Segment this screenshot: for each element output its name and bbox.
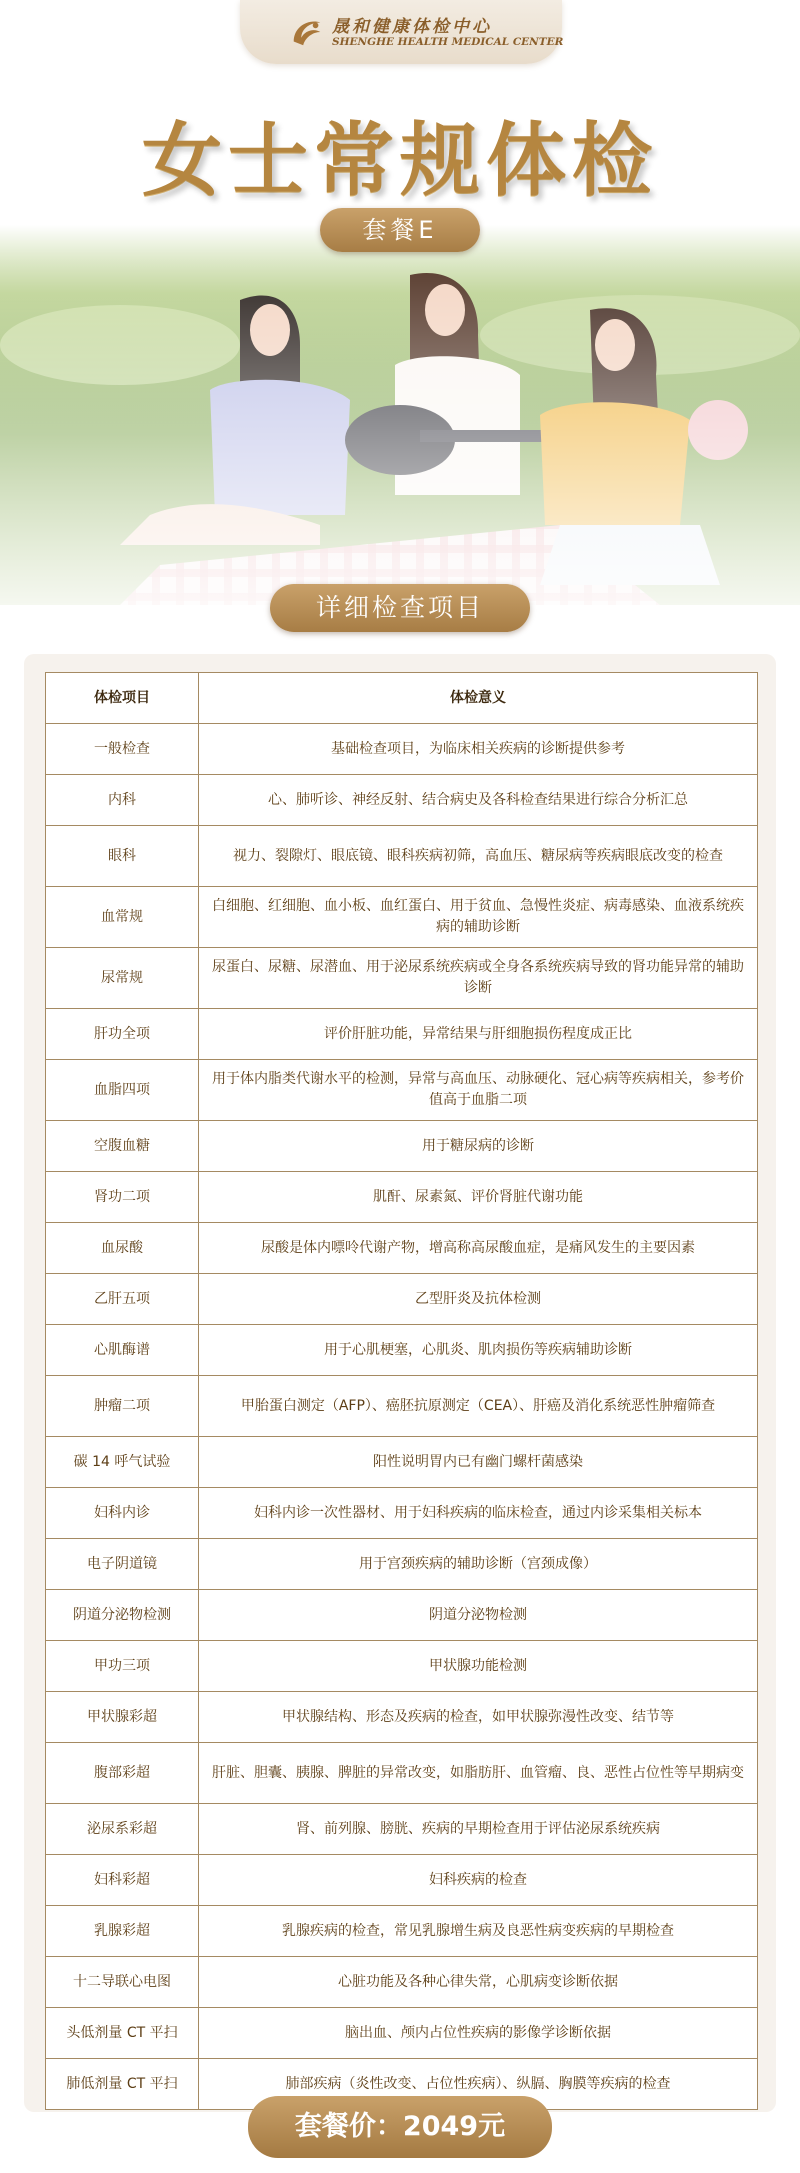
table-header-row <box>46 673 758 724</box>
table-row <box>46 724 758 775</box>
item-name: 头低剂量 CT 平扫 <box>46 2008 199 2059</box>
table-row <box>46 1641 758 1692</box>
item-desc: 心脏功能及各种心律失常，心肌病变诊断依据 <box>199 1957 758 2008</box>
item-desc: 甲状腺功能检测 <box>199 1641 758 1692</box>
item-desc: 评价肝脏功能，异常结果与肝细胞损伤程度成正比 <box>199 1009 758 1060</box>
item-name: 妇科彩超 <box>46 1855 199 1906</box>
table-row <box>46 826 758 887</box>
table-row <box>46 2008 758 2059</box>
item-name: 空腹血糖 <box>46 1121 199 1172</box>
item-desc: 肝脏、胆囊、胰腺、脾脏的异常改变，如脂肪肝、血管瘤、良、恶性占位性等早期病变 <box>199 1743 758 1804</box>
table-row <box>46 1437 758 1488</box>
table-row <box>46 1172 758 1223</box>
item-desc: 用于糖尿病的诊断 <box>199 1121 758 1172</box>
item-name: 眼科 <box>46 826 199 887</box>
item-name: 肝功全项 <box>46 1009 199 1060</box>
page-title: 女士常规体检 <box>142 113 658 207</box>
table-row <box>46 1060 758 1121</box>
table-row <box>46 1376 758 1437</box>
table-row <box>46 1743 758 1804</box>
item-desc: 用于宫颈疾病的辅助诊断（宫颈成像） <box>199 1539 758 1590</box>
table-row <box>46 1488 758 1539</box>
table-row <box>46 1121 758 1172</box>
sheng-logo-icon <box>288 13 326 51</box>
header-meaning: 体检意义 <box>199 673 758 724</box>
item-desc: 尿酸是体内嘌呤代谢产物，增高称高尿酸血症，是痛风发生的主要因素 <box>199 1223 758 1274</box>
item-name: 尿常规 <box>46 948 199 1009</box>
item-name: 乳腺彩超 <box>46 1906 199 1957</box>
item-desc: 基础检查项目，为临床相关疾病的诊断提供参考 <box>199 724 758 775</box>
item-name: 血常规 <box>46 887 199 948</box>
item-name: 甲状腺彩超 <box>46 1692 199 1743</box>
item-desc: 肌酐、尿素氮、评价肾脏代谢功能 <box>199 1172 758 1223</box>
price-badge: 套餐价：2049元 <box>248 2096 552 2158</box>
item-name: 内科 <box>46 775 199 826</box>
logo-header <box>240 0 562 64</box>
table-row <box>46 1906 758 1957</box>
table-row <box>46 1692 758 1743</box>
item-desc: 用于体内脂类代谢水平的检测，异常与高血压、动脉硬化、冠心病等疾病相关，参考价值高于血脂二项 <box>199 1060 758 1121</box>
item-desc: 妇科疾病的检查 <box>199 1855 758 1906</box>
item-desc: 乳腺疾病的检查，常见乳腺增生病及良恶性病变疾病的早期检查 <box>199 1906 758 1957</box>
table-row <box>46 1009 758 1060</box>
item-desc: 脑出血、颅内占位性疾病的影像学诊断依据 <box>199 2008 758 2059</box>
header-item: 体检项目 <box>46 673 199 724</box>
table-row <box>46 948 758 1009</box>
table-row <box>46 1804 758 1855</box>
item-name: 肾功二项 <box>46 1172 199 1223</box>
item-name: 血脂四项 <box>46 1060 199 1121</box>
item-desc: 尿蛋白、尿糖、尿潜血、用于泌尿系统疾病或全身各系统疾病导致的肾功能异常的辅助诊断 <box>199 948 758 1009</box>
exam-items-table <box>45 672 758 2110</box>
table-row <box>46 1325 758 1376</box>
logo-name-cn: 晟和健康体检中心 <box>332 17 492 37</box>
item-desc: 用于心肌梗塞，心肌炎、肌肉损伤等疾病辅助诊断 <box>199 1325 758 1376</box>
item-name: 碳 14 呼气试验 <box>46 1437 199 1488</box>
item-name: 心肌酶谱 <box>46 1325 199 1376</box>
table-row <box>46 1274 758 1325</box>
item-name: 泌尿系彩超 <box>46 1804 199 1855</box>
item-desc: 肺部疾病（炎性改变、占位性疾病）、纵膈、胸膜等疾病的检查 <box>199 2059 758 2110</box>
item-name: 甲功三项 <box>46 1641 199 1692</box>
item-name: 腹部彩超 <box>46 1743 199 1804</box>
item-desc: 乙型肝炎及抗体检测 <box>199 1274 758 1325</box>
item-name: 肿瘤二项 <box>46 1376 199 1437</box>
table-row <box>46 1539 758 1590</box>
section-badge: 详细检查项目 <box>270 584 530 632</box>
item-desc: 甲胎蛋白测定（AFP）、癌胚抗原测定（CEA）、肝癌及消化系统恶性肿瘤筛查 <box>199 1376 758 1437</box>
item-desc: 肾、前列腺、膀胱、疾病的早期检查用于评估泌尿系统疾病 <box>199 1804 758 1855</box>
package-badge: 套餐E <box>320 208 480 252</box>
item-desc: 心、肺听诊、神经反射、结合病史及各科检查结果进行综合分析汇总 <box>199 775 758 826</box>
item-desc: 阳性说明胃内已有幽门螺杆菌感染 <box>199 1437 758 1488</box>
item-name: 妇科内诊 <box>46 1488 199 1539</box>
table-row <box>46 1223 758 1274</box>
item-name: 电子阴道镜 <box>46 1539 199 1590</box>
table-row <box>46 1957 758 2008</box>
item-desc: 白细胞、红细胞、血小板、血红蛋白、用于贫血、急慢性炎症、病毒感染、血液系统疾病的辅助诊断 <box>199 887 758 948</box>
item-name: 一般检查 <box>46 724 199 775</box>
item-name: 乙肝五项 <box>46 1274 199 1325</box>
item-desc: 甲状腺结构、形态及疾病的检查，如甲状腺弥漫性改变、结节等 <box>199 1692 758 1743</box>
item-name: 十二导联心电图 <box>46 1957 199 2008</box>
table-row <box>46 1590 758 1641</box>
hero-photo <box>0 225 800 605</box>
item-name: 血尿酸 <box>46 1223 199 1274</box>
item-desc: 阴道分泌物检测 <box>199 1590 758 1641</box>
item-name: 肺低剂量 CT 平扫 <box>46 2059 199 2110</box>
table-row <box>46 887 758 948</box>
logo-name-en: SHENGHE HEALTH MEDICAL CENTER <box>332 36 564 48</box>
table-row <box>46 775 758 826</box>
item-desc: 妇科内诊一次性器材、用于妇科疾病的临床检查，通过内诊采集相关标本 <box>199 1488 758 1539</box>
item-desc: 视力、裂隙灯、眼底镜、眼科疾病初筛，高血压、糖尿病等疾病眼底改变的检查 <box>199 826 758 887</box>
table-row <box>46 1855 758 1906</box>
item-name: 阴道分泌物检测 <box>46 1590 199 1641</box>
